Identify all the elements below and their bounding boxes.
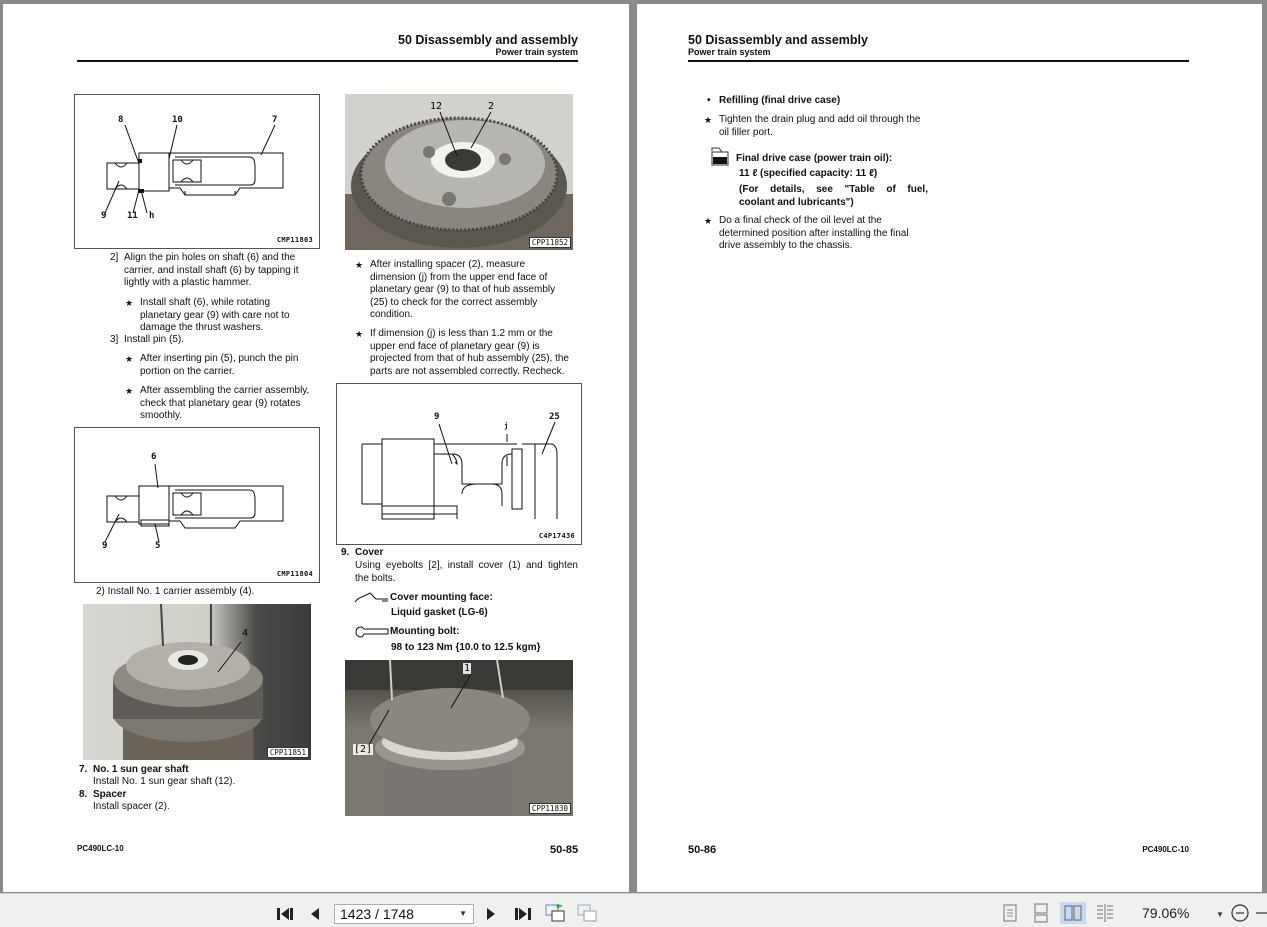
text-line: Do a final check of the oil level at the xyxy=(719,215,882,226)
liquid-gasket-icon xyxy=(354,591,390,605)
cover-photo xyxy=(345,660,573,816)
carrier-photo xyxy=(83,604,311,760)
callout-2: 2 xyxy=(488,101,495,112)
text-line: coolant and lubricants") xyxy=(739,196,854,208)
torque-value: 98 to 123 Nm {10.0 to 12.5 kgm} xyxy=(391,642,541,653)
text-line: After assembling the carrier assembly, xyxy=(140,385,310,396)
zoom-dropdown-arrow-icon[interactable]: ▼ xyxy=(1216,909,1224,919)
page-indicator: 1423 / 1748 xyxy=(340,906,414,922)
footer-page-number: 50-86 xyxy=(688,844,717,856)
footer-page-number: 50-85 xyxy=(550,844,579,856)
last-page-icon xyxy=(514,906,532,922)
callout-25: 25 xyxy=(549,412,560,422)
dropdown-arrow-icon: ▼ xyxy=(459,909,467,918)
figure-code: C4P17436 xyxy=(538,532,575,540)
callout-eyebolt-2: [2] xyxy=(354,744,373,755)
substep-2-text: 2) Install No. 1 carrier assembly (4). xyxy=(96,586,255,597)
forward-view-icon xyxy=(576,903,598,923)
text-line: (For details, see "Table of fuel, xyxy=(739,184,928,195)
zoom-slider-track xyxy=(1254,903,1267,923)
header-rule xyxy=(77,60,578,62)
text-line: smoothly. xyxy=(140,410,183,422)
header-subtitle: Power train system xyxy=(688,47,771,57)
text-line: If dimension (j) is less than 1.2 mm or the xyxy=(370,328,553,339)
continuous-view-button[interactable] xyxy=(1029,902,1053,924)
zoom-level[interactable]: 79.06% xyxy=(1142,905,1190,921)
step-2-text xyxy=(124,252,299,290)
zoom-out-button[interactable] xyxy=(1229,902,1251,924)
page-50-86 xyxy=(637,4,1262,892)
zoom-out-icon xyxy=(1230,903,1250,923)
text-line: carrier, and install shaft (6) by tapping it xyxy=(124,264,299,276)
previous-page-icon xyxy=(309,906,321,922)
text-line: projected from that of hub assembly (25), the xyxy=(370,353,569,365)
text-line: (25) to check for the correct assembly xyxy=(370,296,538,308)
figure-code: CMP11804 xyxy=(276,570,313,578)
callout-8: 8 xyxy=(118,115,124,125)
text-line: Install shaft (6), while rotating xyxy=(140,297,271,308)
text-line: Align the pin holes on shaft (6) and the xyxy=(124,252,296,263)
star-icon: ★ xyxy=(704,216,713,226)
step-2-number: 2] xyxy=(110,252,119,263)
item-7-number: 7. xyxy=(79,764,88,775)
previous-page-button[interactable] xyxy=(306,903,324,925)
text-line: lightly with a plastic hammer. xyxy=(124,277,252,289)
header-title: 50 Disassembly and assembly xyxy=(688,33,868,47)
text-line: After installing spacer (2), measure xyxy=(370,259,526,270)
note-drain-plug xyxy=(719,114,920,139)
refill-title: Refilling (final drive case) xyxy=(719,95,841,106)
text-line: Using eyebolts [2], install cover (1) and tighten xyxy=(355,560,578,571)
star-icon: ★ xyxy=(355,260,364,270)
gasket-value: Liquid gasket (LG-6) xyxy=(391,607,488,618)
bullet-icon: • xyxy=(707,95,711,106)
callout-j: j xyxy=(504,422,509,430)
text-line: drive assembly to the chassis. xyxy=(719,240,853,252)
item-7-text: Install No. 1 sun gear shaft (12). xyxy=(93,776,236,787)
step-3-note-2 xyxy=(140,385,309,423)
figure-cmp11803 xyxy=(74,94,320,249)
oil-capacity-value: 11 ℓ (specified capacity: 11 ℓ) xyxy=(739,168,878,179)
text-line: planetary gear (9) to that of hub assembly xyxy=(370,284,556,296)
photo-code: CPP11851 xyxy=(267,747,309,758)
note-final-check xyxy=(719,215,909,253)
figure-code: CMP11803 xyxy=(276,236,313,244)
text-line: planetary gear (9) with care not to xyxy=(140,309,290,321)
text-line: After inserting pin (5), punch the pin xyxy=(140,353,299,364)
hub-assembly-diagram xyxy=(337,384,582,545)
wrench-torque-icon xyxy=(354,625,390,639)
text-line: damage the thrust washers. xyxy=(140,322,264,334)
first-page-icon xyxy=(276,906,294,922)
callout-5: 5 xyxy=(155,541,161,551)
continuous-page-icon xyxy=(1033,903,1049,923)
page-number-select[interactable] xyxy=(334,904,474,924)
text-line: upper end face of planetary gear (9) is xyxy=(370,340,540,352)
last-page-button[interactable] xyxy=(512,903,534,925)
callout-h: h xyxy=(149,211,155,221)
callout-11: 11 xyxy=(127,211,138,221)
gasket-label: Cover mounting face: xyxy=(390,592,493,603)
oil-can-icon xyxy=(709,146,731,166)
figure-c4p17436 xyxy=(336,383,582,545)
gear-photo xyxy=(345,94,573,250)
star-icon: ★ xyxy=(355,329,364,339)
callout-9: 9 xyxy=(102,541,108,551)
step-3-text: Install pin (5). xyxy=(124,334,185,345)
star-icon: ★ xyxy=(125,298,134,308)
note-j-limit xyxy=(370,328,569,378)
text-line: determined position after installing the final xyxy=(719,227,909,239)
zoom-slider[interactable] xyxy=(1254,902,1267,924)
next-page-button[interactable] xyxy=(482,903,500,925)
item-9-title: Cover xyxy=(355,547,384,558)
first-page-button[interactable] xyxy=(274,903,296,925)
text-line: dimension (j) from the upper end face of xyxy=(370,271,548,283)
facing-pages-view-button[interactable] xyxy=(1060,902,1086,924)
text-line: check that planetary gear (9) rotates xyxy=(140,397,301,409)
note-measure-j xyxy=(370,259,555,322)
text-line: the bolts. xyxy=(355,572,396,584)
photo-code: CPP11852 xyxy=(529,237,571,248)
callout-1: 1 xyxy=(464,663,471,674)
step-3-note-1 xyxy=(140,353,298,378)
star-icon: ★ xyxy=(125,386,134,396)
callout-10: 10 xyxy=(172,115,183,125)
header-title: 50 Disassembly and assembly xyxy=(398,33,578,47)
text-line: Tighten the drain plug and add oil through the xyxy=(719,114,921,125)
item-8-number: 8. xyxy=(79,789,88,800)
carrier-diagram-1 xyxy=(75,95,320,249)
go-back-view-button[interactable] xyxy=(542,902,568,924)
callout-9: 9 xyxy=(101,211,107,221)
oil-capacity-label: Final drive case (power train oil): xyxy=(736,153,893,164)
callout-12: 12 xyxy=(430,101,443,112)
photo-cpp11852 xyxy=(345,94,573,250)
photo-code: CPP11830 xyxy=(529,803,571,814)
footer-model: PC490LC-10 xyxy=(77,844,124,853)
torque-label: Mounting bolt: xyxy=(390,626,460,637)
back-view-icon xyxy=(544,903,566,923)
header-rule xyxy=(688,60,1189,62)
continuous-facing-icon xyxy=(1095,903,1115,923)
text-line: condition. xyxy=(370,309,413,321)
item-8-text: Install spacer (2). xyxy=(93,801,170,812)
step-3-number: 3] xyxy=(110,334,119,345)
callout-6: 6 xyxy=(151,452,157,462)
page-50-85 xyxy=(3,4,629,892)
text-line: portion on the carrier. xyxy=(140,365,235,377)
oil-detail xyxy=(739,184,928,209)
step-2-note xyxy=(140,297,290,335)
item-8-title: Spacer xyxy=(93,789,127,800)
facing-pages-icon xyxy=(1063,903,1083,923)
continuous-facing-view-button[interactable] xyxy=(1093,902,1117,924)
photo-cpp11851 xyxy=(83,604,311,760)
text-line: oil filler port. xyxy=(719,126,773,138)
text-line: parts are not assembled correctly. Recheck. xyxy=(370,365,565,377)
figure-cmp11804 xyxy=(74,427,320,583)
go-forward-view-button[interactable] xyxy=(574,902,600,924)
header-subtitle: Power train system xyxy=(495,47,578,57)
callout-9: 9 xyxy=(434,412,440,422)
carrier-diagram-2 xyxy=(75,428,320,583)
star-icon: ★ xyxy=(704,115,713,125)
item-7-title: No. 1 sun gear shaft xyxy=(93,764,189,775)
star-icon: ★ xyxy=(125,354,134,364)
callout-4: 4 xyxy=(242,628,249,639)
item-9-text xyxy=(355,560,578,585)
single-page-icon xyxy=(1002,903,1018,923)
callout-7: 7 xyxy=(272,115,278,125)
single-page-view-button[interactable] xyxy=(998,902,1022,924)
footer-model: PC490LC-10 xyxy=(1142,845,1189,854)
next-page-icon xyxy=(485,906,497,922)
item-9-number: 9. xyxy=(341,547,350,558)
photo-cpp11830 xyxy=(345,660,573,816)
